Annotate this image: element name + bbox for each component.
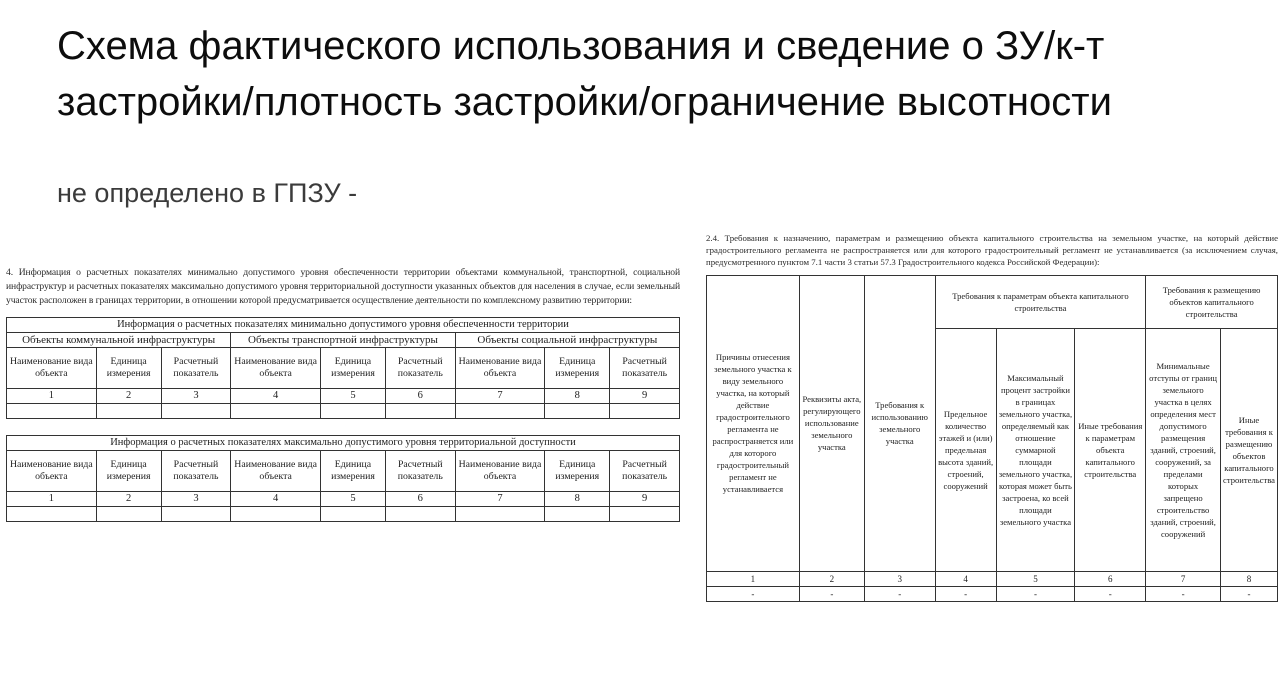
col-number: 3	[864, 571, 935, 586]
col-reasons: Причины отнесения земельного участка к виду земельного участка, на который действие градостроительного регламента не распространяется или для которого градостроительный регламент не устанавливается	[707, 275, 800, 571]
col-number: 9	[610, 492, 680, 507]
col-number: 6	[385, 389, 455, 404]
value-dash: -	[996, 586, 1075, 601]
col-number: 7	[455, 389, 545, 404]
accessibility-table-caption: Информация о расчетных показателях максимально допустимого уровня территориальной доступности	[7, 436, 680, 451]
col-header: Наименование вида объекта	[231, 451, 321, 492]
col-header: Расчетный показатель	[161, 348, 231, 389]
group-object-placement: Требования к размещению объектов капитального строительства	[1146, 275, 1278, 328]
value-dash: -	[1221, 586, 1278, 601]
col-number: 5	[320, 389, 385, 404]
col-header: Наименование вида объекта	[231, 348, 321, 389]
col-act-details: Реквизиты акта, регулирующего использование земельного участка	[799, 275, 864, 571]
empty-cell	[161, 404, 231, 419]
empty-cell	[385, 404, 455, 419]
col-header: Наименование вида объекта	[7, 348, 97, 389]
col-number: 3	[161, 492, 231, 507]
empty-cell	[455, 404, 545, 419]
empty-cell	[161, 507, 231, 522]
col-header: Наименование вида объекта	[455, 451, 545, 492]
col-number: 1	[7, 389, 97, 404]
col-number: 8	[545, 492, 610, 507]
col-number: 5	[320, 492, 385, 507]
empty-cell	[610, 404, 680, 419]
col-number: 1	[707, 571, 800, 586]
col-header: Расчетный показатель	[385, 451, 455, 492]
col-number: 2	[96, 389, 161, 404]
empty-cell	[7, 404, 97, 419]
col-number: 2	[799, 571, 864, 586]
col-number: 7	[455, 492, 545, 507]
col-header: Единица измерения	[96, 348, 161, 389]
right-doc-heading: 2.4. Требования к назначению, параметрам и размещению объекта капитального строительства на земельном участке, на который действие градостроительного регламента не распространяется или для которого градостроительный регламент не устанавливается (за исключением случая, предусмотренного пунктом 7.1 части 3 статьи 57.3 Градостроительного кодекса Российской Федерации):	[706, 233, 1278, 268]
group-object-parameters: Требования к параметрам объекта капитального строительства	[935, 275, 1145, 328]
value-dash: -	[707, 586, 800, 601]
provision-table	[6, 317, 680, 522]
col-usage-requirements: Требования к использованию земельного участка	[864, 275, 935, 571]
right-scanned-document	[706, 232, 1278, 637]
col-number: 7	[1146, 571, 1221, 586]
col-header: Расчетный показатель	[610, 451, 680, 492]
slide-subtitle: не определено в ГПЗУ -	[57, 178, 358, 208]
empty-cell	[7, 507, 97, 522]
col-header: Расчетный показатель	[385, 348, 455, 389]
col-number: 8	[1221, 571, 1278, 586]
empty-cell	[545, 404, 610, 419]
empty-cell	[320, 404, 385, 419]
col-header: Наименование вида объекта	[455, 348, 545, 389]
empty-cell	[96, 404, 161, 419]
provision-table-caption: Информация о расчетных показателях минимально допустимого уровня обеспеченности территории	[7, 318, 680, 333]
col-header: Единица измерения	[320, 348, 385, 389]
col-number: 4	[231, 389, 321, 404]
requirements-table	[706, 275, 1278, 602]
group-communal: Объекты коммунальной инфраструктуры	[7, 333, 231, 348]
value-dash: -	[1075, 586, 1146, 601]
empty-cell	[231, 507, 321, 522]
col-header: Расчетный показатель	[161, 451, 231, 492]
col-header: Единица измерения	[96, 451, 161, 492]
col-number: 6	[385, 492, 455, 507]
group-transport: Объекты транспортной инфраструктуры	[231, 333, 455, 348]
col-min-setbacks: Минимальные отступы от границ земельного участка в целях определения мест допустимого размещения зданий, строений, сооружений, за пределами которых запрещено строительство зданий, строений, сооружений	[1146, 328, 1221, 571]
col-number: 9	[610, 389, 680, 404]
group-social: Объекты социальной инфраструктуры	[455, 333, 679, 348]
value-dash: -	[935, 586, 996, 601]
empty-cell	[455, 507, 545, 522]
col-header: Наименование вида объекта	[7, 451, 97, 492]
slide-title: Схема фактического использования и сведение о ЗУ/к-т застройки/плотность застройки/ограничение высотности	[57, 24, 1112, 124]
value-dash: -	[864, 586, 935, 601]
col-header: Расчетный показатель	[610, 348, 680, 389]
col-max-build-percent: Максимальный процент застройки в границах земельного участка, определяемый как отношение суммарной площади земельного участка, которая может быть застроена, ко всей площади земельного участка	[996, 328, 1075, 571]
col-other-placement: Иные требования к размещению объектов капитального строительства	[1221, 328, 1278, 571]
table-spacer	[7, 419, 680, 436]
col-number: 4	[231, 492, 321, 507]
empty-cell	[231, 404, 321, 419]
empty-cell	[96, 507, 161, 522]
col-floors-height: Предельное количество этажей и (или) предельная высота зданий, строений, сооружений	[935, 328, 996, 571]
empty-cell	[385, 507, 455, 522]
col-other-params: Иные требования к параметрам объекта капитального строительства	[1075, 328, 1146, 571]
empty-cell	[610, 507, 680, 522]
left-doc-heading: 4. Информация о расчетных показателях минимально допустимого уровня обеспеченности территории объектами коммунальной, транспортной, социальной инфраструктур и расчетных показателях максимально допустимого уровня территориальной доступности указанных объектов для населения в случае, если земельный участок расположен в границах территории, в отношении которой предусматривается осуществление деятельности по комплексному развитию территории:	[6, 267, 680, 306]
col-number: 8	[545, 389, 610, 404]
col-header: Единица измерения	[320, 451, 385, 492]
left-scanned-document	[6, 266, 680, 596]
col-number: 2	[96, 492, 161, 507]
col-number: 1	[7, 492, 97, 507]
col-number: 5	[996, 571, 1075, 586]
value-dash: -	[1146, 586, 1221, 601]
empty-cell	[320, 507, 385, 522]
col-header: Единица измерения	[545, 348, 610, 389]
col-number: 3	[161, 389, 231, 404]
col-number: 6	[1075, 571, 1146, 586]
col-header: Единица измерения	[545, 451, 610, 492]
value-dash: -	[799, 586, 864, 601]
col-number: 4	[935, 571, 996, 586]
empty-cell	[545, 507, 610, 522]
